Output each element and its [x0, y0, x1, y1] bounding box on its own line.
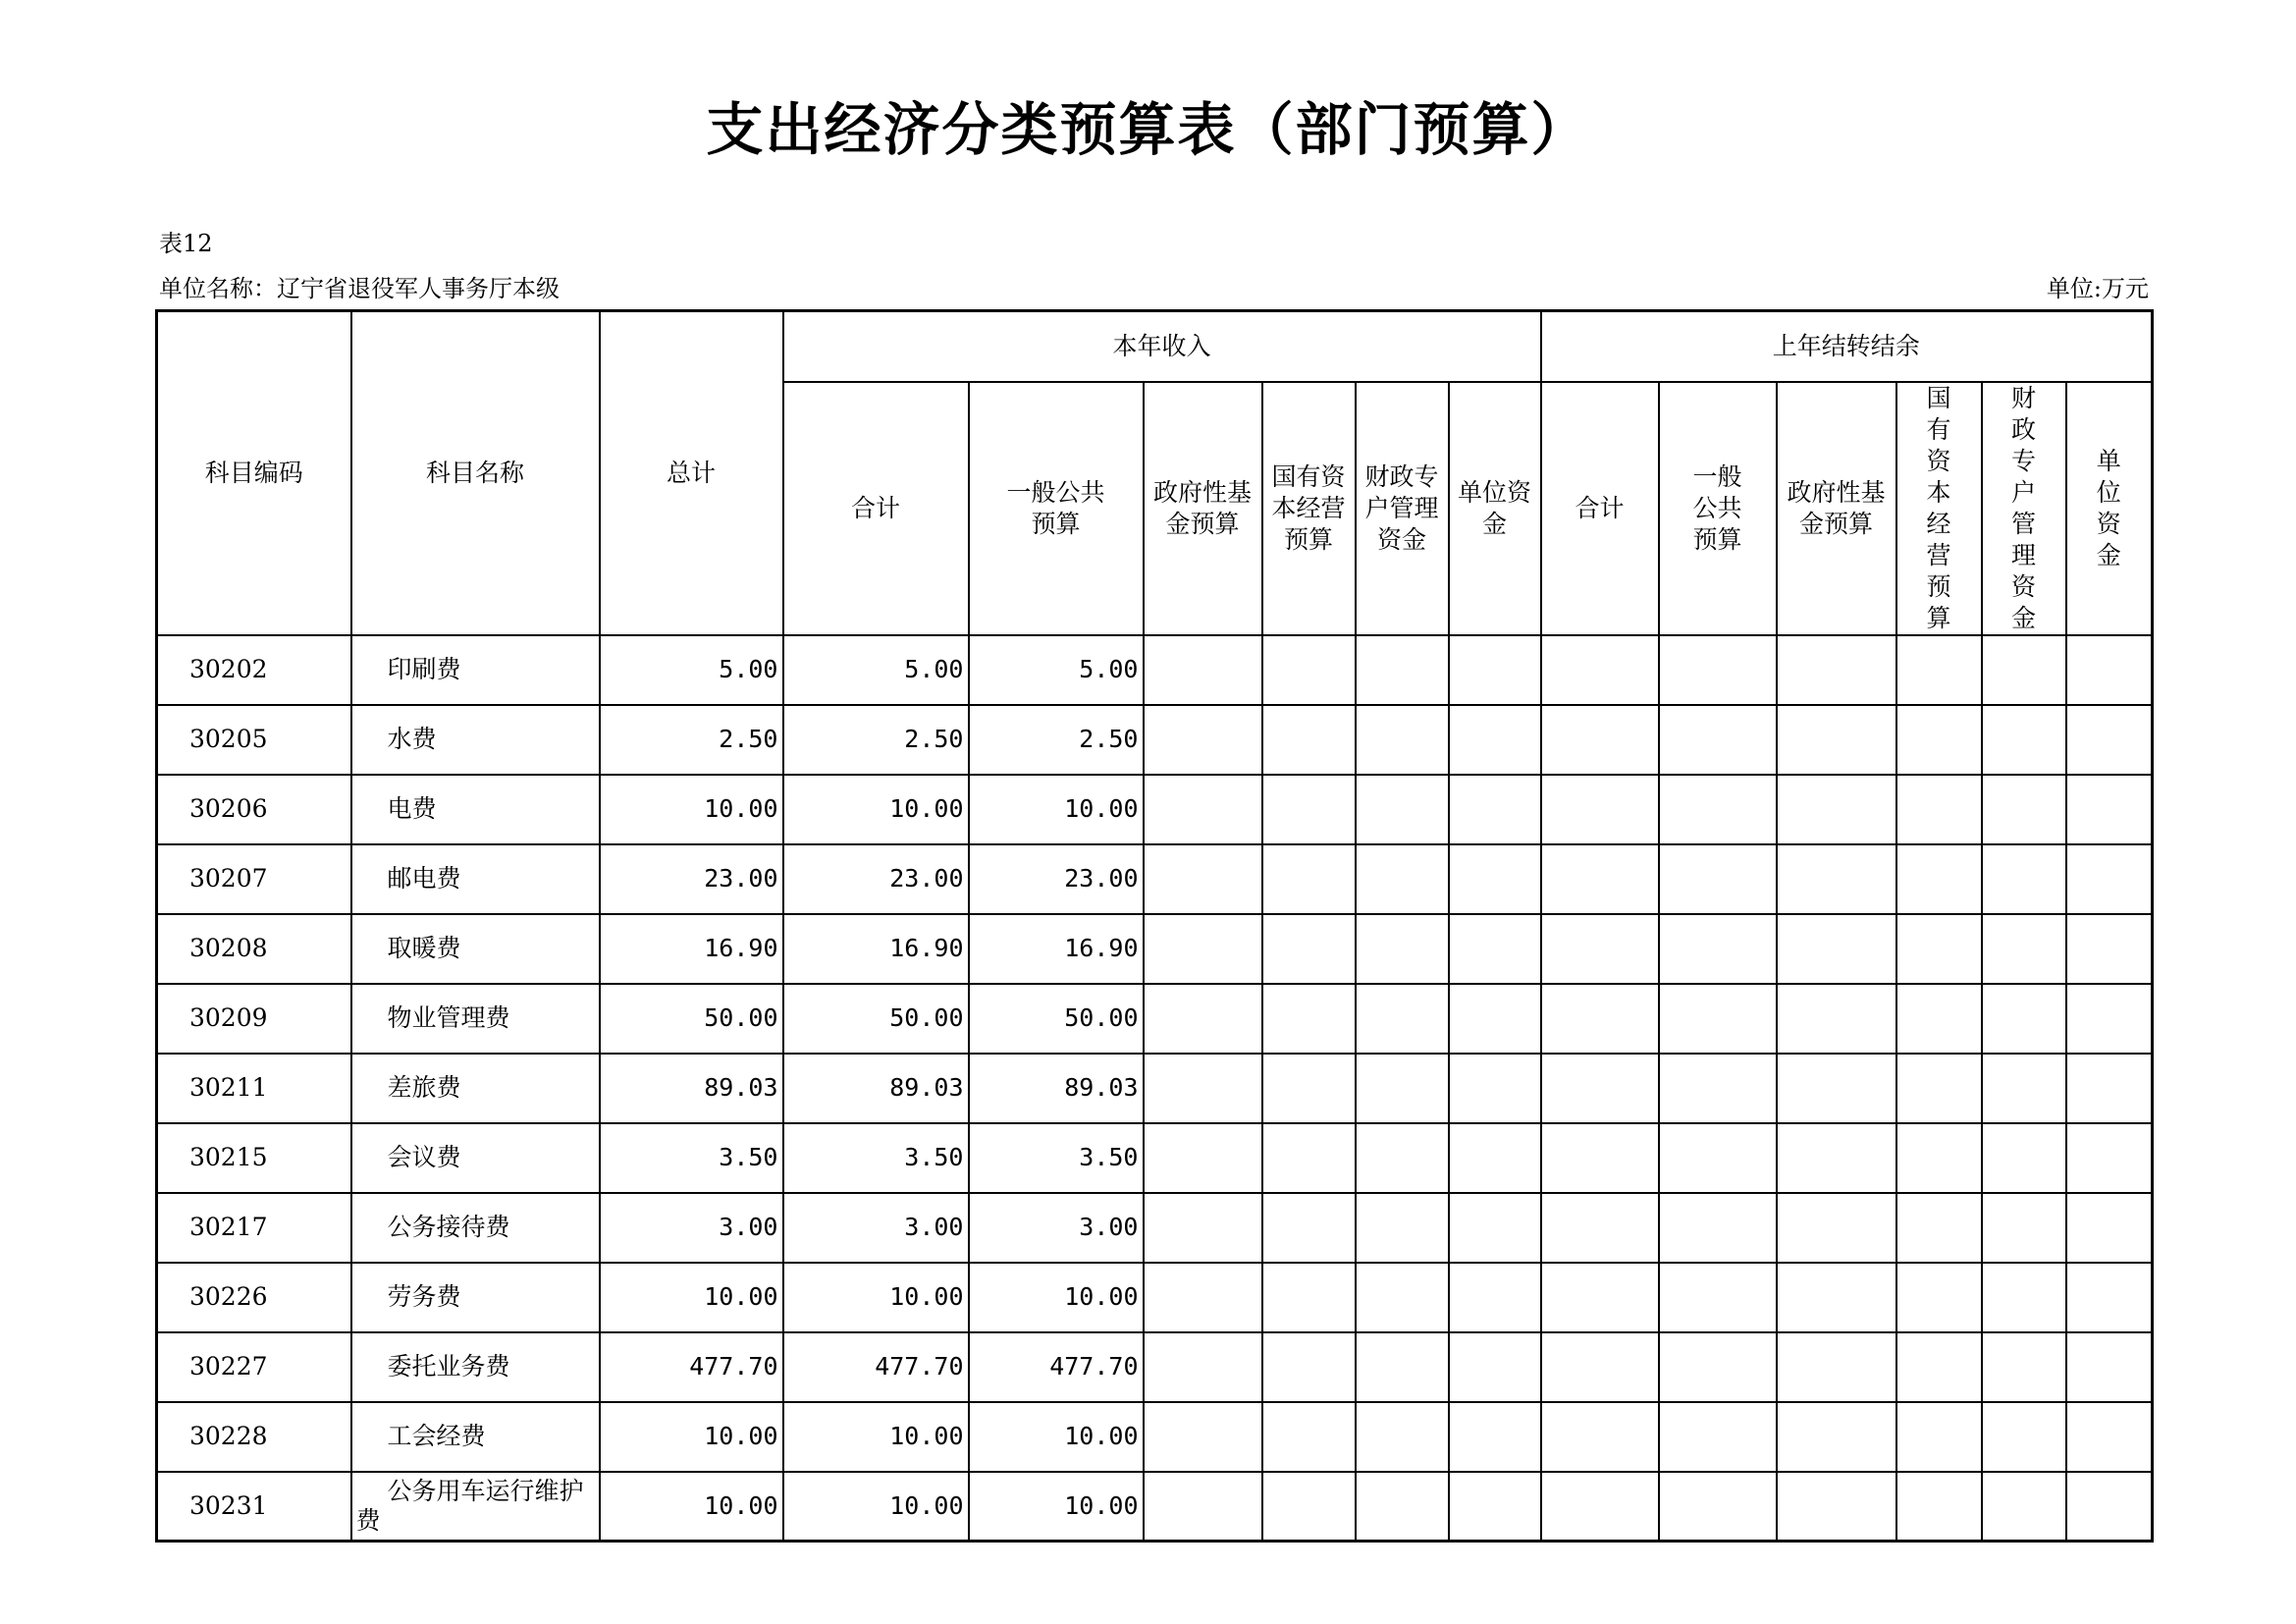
cell-code: 30205: [157, 705, 351, 775]
cell-empty: [1982, 1332, 2066, 1402]
table-row: [157, 705, 2153, 775]
cell-empty: [1356, 984, 1449, 1054]
cell-empty: [1541, 844, 1659, 914]
cell-empty: [1541, 1054, 1659, 1123]
table-row: [157, 775, 2153, 844]
table-row: [157, 1402, 2153, 1472]
table-row: [157, 1263, 2153, 1332]
cell-cy-general: 10.00: [969, 775, 1144, 844]
cell-empty: [1144, 1123, 1262, 1193]
cell-empty: [1356, 844, 1449, 914]
cell-total: 89.03: [600, 1054, 783, 1123]
cell-empty: [1262, 705, 1356, 775]
cell-name: 工会经费: [351, 1402, 600, 1472]
cell-empty: [1356, 1332, 1449, 1402]
cell-empty: [1659, 1054, 1777, 1123]
cell-total: 3.00: [600, 1193, 783, 1263]
cell-empty: [1896, 705, 1982, 775]
cell-empty: [1896, 1402, 1982, 1472]
table-row: [157, 984, 2153, 1054]
cell-name: 电费: [351, 775, 600, 844]
cell-empty: [1982, 1402, 2066, 1472]
cell-empty: [1777, 1193, 1896, 1263]
cell-code: 30207: [157, 844, 351, 914]
cell-empty: [1777, 844, 1896, 914]
cell-empty: [1262, 1193, 1356, 1263]
cell-empty: [1262, 844, 1356, 914]
cell-empty: [1896, 984, 1982, 1054]
cell-empty: [1541, 1472, 1659, 1542]
cell-cy-subtotal: 10.00: [783, 775, 969, 844]
cell-code: 30208: [157, 914, 351, 984]
cell-empty: [1777, 1054, 1896, 1123]
cell-empty: [1896, 1263, 1982, 1332]
cell-code: 30226: [157, 1263, 351, 1332]
cell-cy-general: 10.00: [969, 1263, 1144, 1332]
cell-name: 取暖费: [351, 914, 600, 984]
table-row: [157, 1123, 2153, 1193]
cell-empty: [1144, 1472, 1262, 1542]
cell-total: 10.00: [600, 1402, 783, 1472]
cell-cy-general: 3.50: [969, 1123, 1144, 1193]
table-row: [157, 1193, 2153, 1263]
cell-empty: [2066, 1054, 2153, 1123]
cell-empty: [2066, 844, 2153, 914]
cell-total: 2.50: [600, 705, 783, 775]
cell-empty: [1356, 635, 1449, 705]
cell-name: 差旅费: [351, 1054, 600, 1123]
cell-cy-general: 10.00: [969, 1402, 1144, 1472]
cell-empty: [2066, 635, 2153, 705]
cell-name: 公务用车运行维护费: [351, 1472, 600, 1542]
cell-total: 5.00: [600, 635, 783, 705]
cell-empty: [2066, 1332, 2153, 1402]
cell-empty: [1541, 1123, 1659, 1193]
cell-name: 印刷费: [351, 635, 600, 705]
header-ly-general-budget: 一般公共预算: [1659, 382, 1777, 635]
unit-name: 单位名称：辽宁省退役军人事务厅本级: [159, 275, 560, 302]
cell-empty: [1777, 1332, 1896, 1402]
cell-empty: [1356, 1472, 1449, 1542]
cell-empty: [1449, 775, 1541, 844]
table-row: [157, 1332, 2153, 1402]
header-ly-subtotal: 合计: [1541, 382, 1659, 635]
cell-empty: [1982, 1123, 2066, 1193]
cell-empty: [1262, 1402, 1356, 1472]
cell-total: 16.90: [600, 914, 783, 984]
header-cy-subtotal: 合计: [783, 382, 969, 635]
cell-empty: [1541, 775, 1659, 844]
cell-total: 23.00: [600, 844, 783, 914]
currency-unit: 单位:万元: [2046, 275, 2149, 302]
cell-code: 30211: [157, 1054, 351, 1123]
cell-empty: [1449, 1332, 1541, 1402]
cell-total: 3.50: [600, 1123, 783, 1193]
cell-empty: [2066, 914, 2153, 984]
cell-empty: [1262, 775, 1356, 844]
cell-empty: [1777, 984, 1896, 1054]
cell-empty: [1541, 1402, 1659, 1472]
cell-empty: [2066, 775, 2153, 844]
cell-total: 10.00: [600, 1472, 783, 1542]
cell-cy-general: 3.00: [969, 1193, 1144, 1263]
cell-empty: [1896, 844, 1982, 914]
cell-empty: [1659, 1263, 1777, 1332]
cell-empty: [1659, 914, 1777, 984]
table-number: 表12: [159, 230, 213, 257]
cell-empty: [1659, 1193, 1777, 1263]
table-row: [157, 914, 2153, 984]
cell-empty: [1982, 1054, 2066, 1123]
cell-empty: [1144, 1263, 1262, 1332]
cell-cy-subtotal: 16.90: [783, 914, 969, 984]
cell-empty: [1262, 635, 1356, 705]
cell-empty: [1356, 1402, 1449, 1472]
cell-empty: [1777, 914, 1896, 984]
cell-cy-general: 16.90: [969, 914, 1144, 984]
cell-empty: [1659, 635, 1777, 705]
cell-empty: [1982, 984, 2066, 1054]
header-code: 科目编码: [157, 311, 351, 635]
cell-total: 50.00: [600, 984, 783, 1054]
cell-code: 30206: [157, 775, 351, 844]
cell-empty: [1449, 844, 1541, 914]
cell-empty: [1896, 914, 1982, 984]
cell-empty: [1541, 635, 1659, 705]
cell-empty: [1777, 705, 1896, 775]
cell-empty: [1449, 1472, 1541, 1542]
cell-code: 30231: [157, 1472, 351, 1542]
cell-empty: [1541, 1263, 1659, 1332]
cell-cy-subtotal: 10.00: [783, 1402, 969, 1472]
cell-empty: [1262, 1332, 1356, 1402]
header-last-year-carryover: 上年结转结余: [1541, 311, 2153, 382]
cell-empty: [1896, 1332, 1982, 1402]
cell-empty: [1896, 635, 1982, 705]
header-total: 总计: [600, 311, 783, 635]
header-ly-state-capital: 国有资本经营预算: [1896, 382, 1982, 635]
cell-empty: [1982, 1193, 2066, 1263]
cell-name: 公务接待费: [351, 1193, 600, 1263]
cell-empty: [1659, 775, 1777, 844]
cell-empty: [1659, 1402, 1777, 1472]
cell-name: 委托业务费: [351, 1332, 600, 1402]
table-row: [157, 1054, 2153, 1123]
cell-empty: [1144, 705, 1262, 775]
cell-empty: [1144, 914, 1262, 984]
cell-empty: [1659, 1123, 1777, 1193]
cell-empty: [1144, 1332, 1262, 1402]
cell-cy-subtotal: 10.00: [783, 1472, 969, 1542]
cell-code: 30209: [157, 984, 351, 1054]
header-ly-unit-funds: 单位资金: [2066, 382, 2153, 635]
cell-empty: [1896, 1472, 1982, 1542]
cell-empty: [1356, 914, 1449, 984]
cell-empty: [1144, 775, 1262, 844]
header-cy-fiscal-special: 财政专户管理资金: [1356, 382, 1449, 635]
cell-cy-general: 23.00: [969, 844, 1144, 914]
cell-code: 30215: [157, 1123, 351, 1193]
cell-cy-general: 2.50: [969, 705, 1144, 775]
cell-empty: [1982, 1472, 2066, 1542]
table-row: [157, 1472, 2153, 1542]
cell-empty: [1449, 1402, 1541, 1472]
cell-empty: [1777, 775, 1896, 844]
cell-total: 10.00: [600, 775, 783, 844]
cell-total: 477.70: [600, 1332, 783, 1402]
cell-name: 劳务费: [351, 1263, 600, 1332]
cell-empty: [1144, 984, 1262, 1054]
cell-empty: [1777, 1402, 1896, 1472]
cell-empty: [1982, 844, 2066, 914]
cell-empty: [1541, 705, 1659, 775]
cell-cy-general: 89.03: [969, 1054, 1144, 1123]
cell-cy-subtotal: 2.50: [783, 705, 969, 775]
cell-empty: [1777, 1123, 1896, 1193]
cell-empty: [1659, 984, 1777, 1054]
cell-empty: [1982, 775, 2066, 844]
cell-empty: [1982, 914, 2066, 984]
budget-table: [155, 309, 2154, 1543]
header-cy-unit-funds: 单位资金: [1449, 382, 1541, 635]
cell-empty: [2066, 1472, 2153, 1542]
cell-empty: [2066, 1402, 2153, 1472]
cell-cy-subtotal: 23.00: [783, 844, 969, 914]
header-current-year-income: 本年收入: [783, 311, 1541, 382]
cell-empty: [1449, 1263, 1541, 1332]
cell-empty: [1659, 1332, 1777, 1402]
cell-empty: [1449, 1054, 1541, 1123]
cell-empty: [1777, 1472, 1896, 1542]
cell-empty: [1896, 1193, 1982, 1263]
cell-empty: [1262, 1123, 1356, 1193]
cell-empty: [1449, 914, 1541, 984]
cell-empty: [2066, 705, 2153, 775]
cell-empty: [1777, 635, 1896, 705]
cell-empty: [1144, 1193, 1262, 1263]
cell-empty: [1982, 1263, 2066, 1332]
cell-empty: [1356, 1263, 1449, 1332]
cell-empty: [1896, 1123, 1982, 1193]
cell-empty: [1541, 1193, 1659, 1263]
cell-empty: [1541, 984, 1659, 1054]
cell-empty: [1659, 705, 1777, 775]
cell-empty: [1449, 635, 1541, 705]
cell-empty: [1449, 1193, 1541, 1263]
cell-empty: [1356, 705, 1449, 775]
cell-empty: [1356, 1123, 1449, 1193]
cell-empty: [1356, 1054, 1449, 1123]
cell-code: 30217: [157, 1193, 351, 1263]
header-ly-gov-fund: 政府性基金预算: [1777, 382, 1896, 635]
page-title: 支出经济分类预算表（部门预算）: [706, 96, 1590, 163]
cell-cy-general: 477.70: [969, 1332, 1144, 1402]
cell-empty: [1982, 705, 2066, 775]
cell-empty: [1262, 1054, 1356, 1123]
cell-cy-subtotal: 89.03: [783, 1054, 969, 1123]
cell-cy-subtotal: 50.00: [783, 984, 969, 1054]
cell-empty: [1449, 705, 1541, 775]
cell-empty: [1144, 1402, 1262, 1472]
cell-name: 邮电费: [351, 844, 600, 914]
table-row: [157, 844, 2153, 914]
header-cy-gov-fund: 政府性基金预算: [1144, 382, 1262, 635]
cell-empty: [1659, 844, 1777, 914]
cell-cy-subtotal: 5.00: [783, 635, 969, 705]
header-name: 科目名称: [351, 311, 600, 635]
cell-empty: [1144, 635, 1262, 705]
table-row: [157, 635, 2153, 705]
cell-empty: [2066, 1123, 2153, 1193]
cell-code: 30228: [157, 1402, 351, 1472]
cell-empty: [1896, 1054, 1982, 1123]
header-cy-state-capital: 国有资本经营预算: [1262, 382, 1356, 635]
cell-code: 30202: [157, 635, 351, 705]
cell-empty: [1982, 635, 2066, 705]
cell-cy-subtotal: 10.00: [783, 1263, 969, 1332]
cell-cy-general: 50.00: [969, 984, 1144, 1054]
cell-empty: [1659, 1472, 1777, 1542]
cell-total: 10.00: [600, 1263, 783, 1332]
cell-empty: [1144, 1054, 1262, 1123]
cell-cy-subtotal: 3.50: [783, 1123, 969, 1193]
header-ly-fiscal-special: 财政专户管理资金: [1982, 382, 2066, 635]
cell-empty: [1356, 775, 1449, 844]
cell-name: 会议费: [351, 1123, 600, 1193]
cell-cy-subtotal: 477.70: [783, 1332, 969, 1402]
cell-empty: [2066, 1193, 2153, 1263]
cell-empty: [1777, 1263, 1896, 1332]
cell-cy-general: 5.00: [969, 635, 1144, 705]
cell-empty: [1144, 844, 1262, 914]
cell-code: 30227: [157, 1332, 351, 1402]
cell-name: 物业管理费: [351, 984, 600, 1054]
header-cy-general-budget: 一般公共预算: [969, 382, 1144, 635]
cell-empty: [1541, 914, 1659, 984]
cell-empty: [1262, 984, 1356, 1054]
cell-empty: [1896, 775, 1982, 844]
cell-name: 水费: [351, 705, 600, 775]
cell-cy-subtotal: 3.00: [783, 1193, 969, 1263]
cell-empty: [2066, 1263, 2153, 1332]
cell-empty: [1449, 1123, 1541, 1193]
cell-empty: [1262, 1472, 1356, 1542]
cell-empty: [1356, 1193, 1449, 1263]
cell-empty: [1541, 1332, 1659, 1402]
cell-empty: [2066, 984, 2153, 1054]
header-row-1: [157, 311, 2153, 382]
cell-cy-general: 10.00: [969, 1472, 1144, 1542]
cell-empty: [1262, 1263, 1356, 1332]
cell-empty: [1449, 984, 1541, 1054]
cell-empty: [1262, 914, 1356, 984]
